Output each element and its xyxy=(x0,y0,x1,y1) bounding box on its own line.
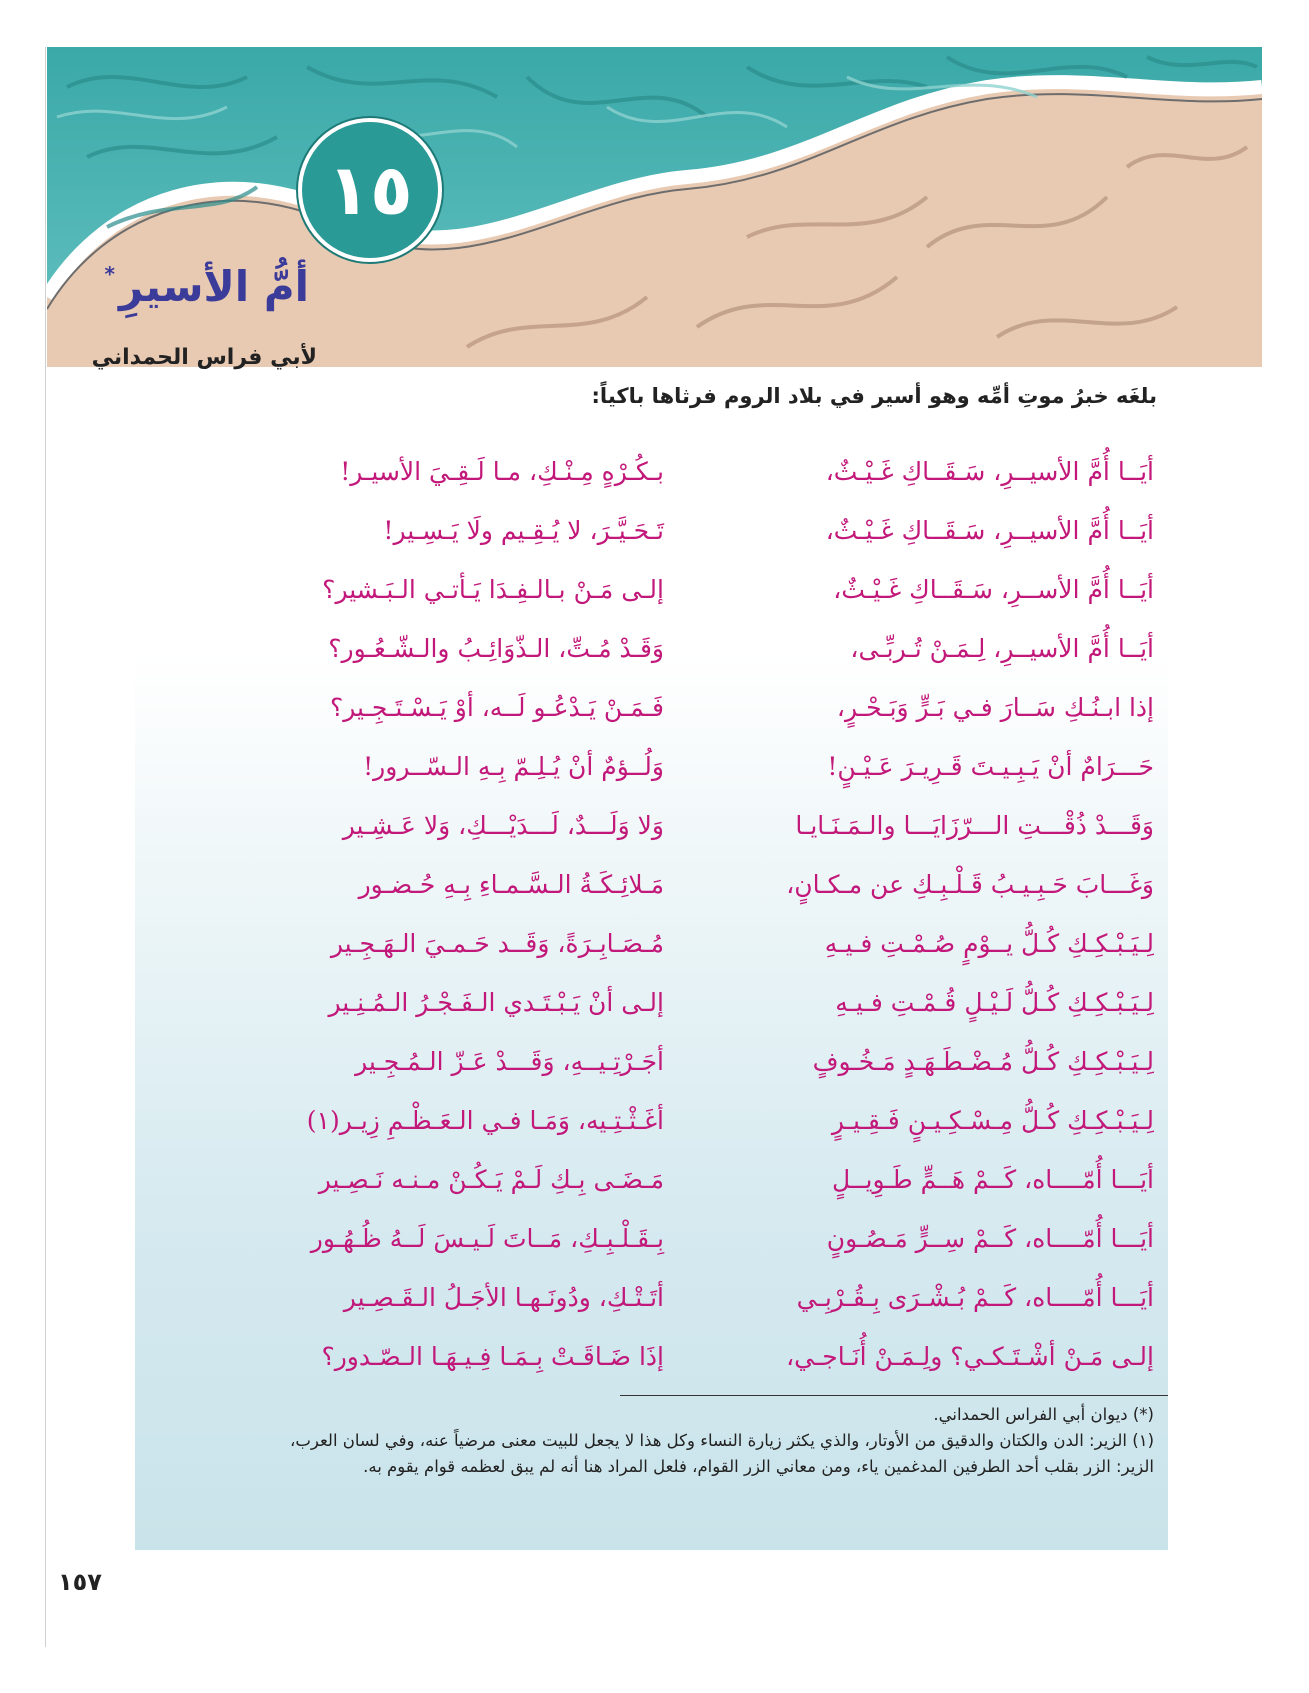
verse-first-half: أيَــا أُمَّ الأسيــرِ، سَـقَــاكِ غَـيْـثٌ، xyxy=(825,457,1154,486)
verse-second-half: إلـى مَـنْ بـالـفِـدَا يَـأتـي الـبَـشير؟ xyxy=(322,575,664,604)
page-title xyxy=(104,262,309,311)
verse-second-half: إذَا ضَـاقَـتْ بِـمَـا فِـيـهَـا الـصّـدور؟ xyxy=(321,1342,664,1371)
footnote-divider xyxy=(620,1395,1168,1396)
verse-second-half: بِـقَـلْـبِـكِ، مَــاتَ لَـيـسَ لَــهُ ظُـهُـور xyxy=(310,1224,664,1253)
verse-row xyxy=(154,1209,1154,1268)
verse-second-half: بـكُـرْهٍ مِـنْـكِ، مـا لَـقِـيَ الأسيـر! xyxy=(340,457,664,486)
verse-first-half: أيَـــا أُمّــــاه، كَــمْ بُـشْـرَى بِـقُـرْبِـي xyxy=(796,1283,1154,1312)
verse-row xyxy=(154,796,1154,855)
verse-first-half: لِـيَـبْـكِـكِ كُـلُّ مِـسْـكِـيـنٍ فَـقِـيـرٍ xyxy=(831,1106,1154,1135)
verse-first-half: لِـيَـبْـكِـكِ كُـلُّ لَـيْـلٍ قُـمْـتِ فـيـهِ xyxy=(835,988,1154,1017)
verse-first-half: وَقَـــدْ ذُقْـــتِ الـــرّزَايَـــا والـمَـنَـايـا xyxy=(795,811,1154,840)
verse-row xyxy=(154,560,1154,619)
lesson-number-badge: ١٥ xyxy=(298,118,442,262)
verse-first-half: أيَـــا أُمّــــاه، كَــمْ سِــرٍّ مَـصُـونٍ xyxy=(826,1224,1154,1253)
verse-row xyxy=(154,501,1154,560)
verse-row xyxy=(154,1268,1154,1327)
verse-row xyxy=(154,1150,1154,1209)
verse-row xyxy=(154,855,1154,914)
footnote-one-line1: (١) الزير: الدن والكتان والدقيق من الأوتار، والذي يكثر زيارة النساء وكل هذا لا يجعل للبيت معنى مرضياً عنه، وفي لسان العرب، xyxy=(290,1431,1154,1450)
verse-row xyxy=(154,678,1154,737)
verse-first-half: حَـــرَامٌ أنْ يَـبِـيـتَ قَـرِيـرَ عَـيْـنٍ! xyxy=(827,752,1154,781)
title-footnote-mark: * xyxy=(104,262,115,286)
verse-first-half: لِـيَـبْـكِـكِ كُـلُّ يــوْمٍ صُـمْـتِ فـيـهِ xyxy=(824,929,1154,958)
verse-second-half: مَـضَـى بِـكِ لَـمْ يَـكُـنْ مـنـه نَـصِـير xyxy=(318,1165,664,1194)
verse-first-half: أيَــا أُمَّ الأسيــرِ، لِـمَـنْ تُـربِّـى، xyxy=(850,634,1154,663)
verse-row xyxy=(154,1091,1154,1150)
verse-second-half: وَلُــؤمٌ أنْ يُـلِـمّ بِـهِ الـسّــرور! xyxy=(363,752,664,781)
verse-row xyxy=(154,973,1154,1032)
header-pattern xyxy=(47,47,1262,367)
verse-row xyxy=(154,737,1154,796)
footnote-one-line2: الزير: الزر بقلب أحد الطرفين المدغمين ياء، ومن معاني الزر القوام، فلعل المراد هنا أنه لم يبق لعظمه قوام يقوم به. xyxy=(363,1457,1154,1476)
header-banner xyxy=(47,47,1262,367)
poem xyxy=(154,442,1154,1386)
verse-second-half: أتَـتْـكِ، ودُونَـهـا الأجَـلُ الـقَـصِـير xyxy=(343,1283,664,1312)
verse-second-half: وَقَـدْ مُـتِّ، الـذّوَائِـبُ والـشّـعُـور؟ xyxy=(328,634,664,663)
verse-second-half: أجَـرْتِـيــهِ، وَقَـــدْ عَـزّ الـمُـجِـير xyxy=(355,1047,664,1076)
verse-second-half: وَلا وَلَـــدٌ، لَـــدَيْـــكِ، وَلا عَـشِـير xyxy=(342,811,664,840)
page-margin-line xyxy=(45,47,46,1647)
verse-first-half: وَغَـــابَ حَـبِـيـبُ قَـلْـبِـكِ عن مـكـانٍ، xyxy=(786,870,1154,899)
verse-second-half: أغَـثْـتِـيه، وَمَـا فـي الـعَـظْـمِ زِيـر(١) xyxy=(306,1106,664,1135)
verse-row xyxy=(154,914,1154,973)
footnotes xyxy=(154,1402,1154,1480)
verse-second-half: فَـمَـنْ يَـدْعُـو لَــه، أوْ يَـسْـتَـجِـير؟ xyxy=(329,693,664,722)
verse-row xyxy=(154,1327,1154,1386)
verse-second-half: إلـى أنْ يَـبْـتَـدي الـفَـجْـرُ الـمُـنِـير xyxy=(328,988,664,1017)
verse-first-half: إذا ابـنُـكِ سَــارَ فـي بَـرٍّ وَبَـحْـرٍ، xyxy=(836,693,1154,722)
verse-second-half: مَـلائِـكَـةُ الـسَّـمـاءِ بِـهِ حُـضـور xyxy=(358,870,664,899)
verse-first-half: لِـيَـبْـكِـكِ كُـلُّ مُـضْـطَـهَـدٍ مَـخُـوفٍ xyxy=(812,1047,1154,1076)
verse-second-half: تَـحَـيَّـرَ، لا يُـقِـيم ولَا يَـسِـير! xyxy=(383,516,664,545)
title-text: أمُّ الأسيرِ xyxy=(118,262,309,311)
verse-first-half: أيَــا أُمَّ الأســرِ، سَـقَــاكِ غَـيْـثٌ، xyxy=(833,575,1154,604)
verse-first-half: أيَــا أُمَّ الأسيــرِ، سَـقَــاكِ غَـيْـثٌ، xyxy=(825,516,1154,545)
verse-second-half: مُـصَـابِـرَةً، وَقَــد حَـمـيَ الـهَـجِـير xyxy=(330,929,664,958)
verse-row xyxy=(154,442,1154,501)
verse-first-half: أيَـــا أُمّــــاه، كَــمْ هَــمٍّ طَـوِيــلٍ xyxy=(831,1165,1154,1194)
verse-first-half: إلـى مَـنْ أشْـتَـكـي؟ ولِـمَـنْ أُنَـاجـي، xyxy=(786,1342,1154,1371)
page-number: ١٥٧ xyxy=(58,1568,102,1596)
verse-row xyxy=(154,619,1154,678)
author-line: لأبي فراس الحمداني xyxy=(91,345,317,370)
footnote-star: (*) ديوان أبي الفراس الحمداني. xyxy=(933,1405,1154,1424)
intro-line: بلغَه خبرُ موتِ أمِّه وهو أسير في بلاد الروم فرثاها باكياً: xyxy=(591,384,1157,408)
verse-row xyxy=(154,1032,1154,1091)
